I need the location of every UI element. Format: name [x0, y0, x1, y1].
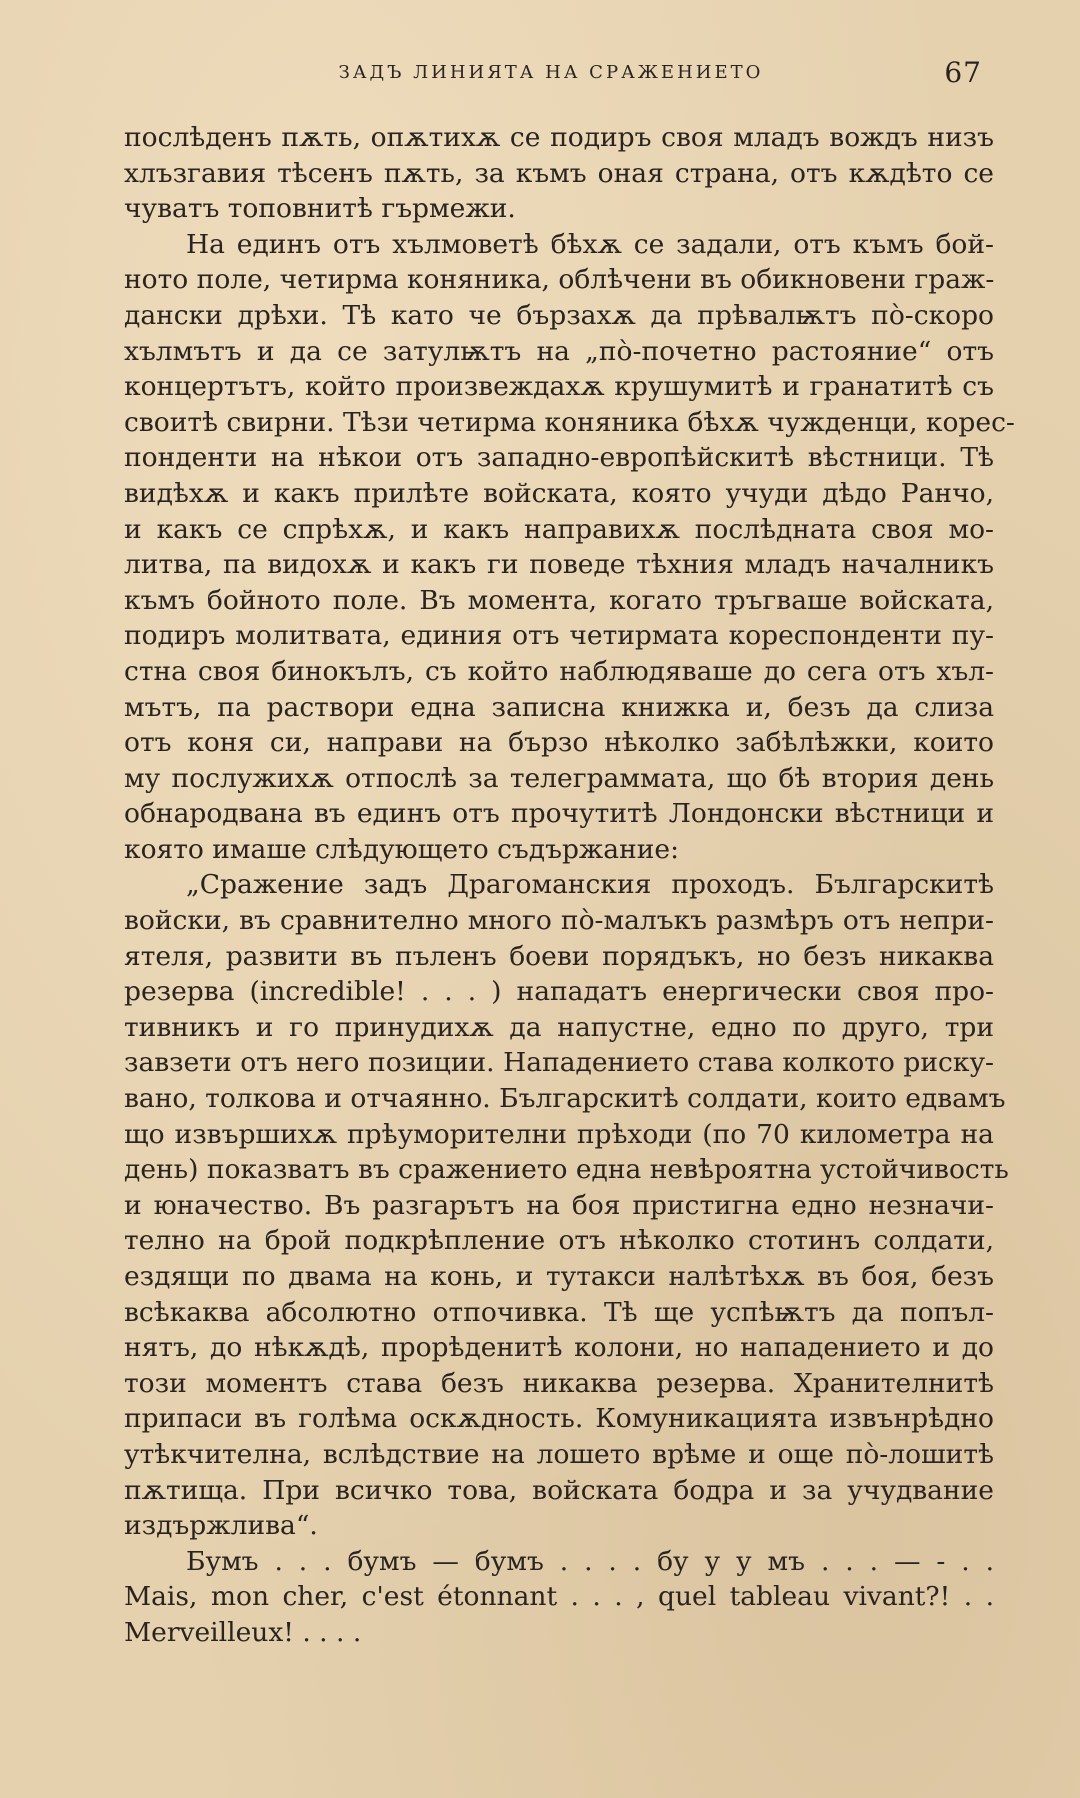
text-line: му послужихѫ отпослѣ за телеграммата, що бѣ втория день	[124, 762, 994, 794]
text-line: пѫтища. При всичко това, войската бодра и за учудвание	[124, 1474, 994, 1506]
text-line: припаси въ голѣма оскѫдность. Комуникацията извънрѣдно	[124, 1403, 994, 1435]
page-number: 67	[944, 56, 982, 89]
text-line: стна своя бинокълъ, съ който наблюдяваше до сега отъ хъл-	[124, 655, 994, 687]
text-line: литва, па видохѫ и какъ ги поведе тѣхния младъ началникъ	[124, 549, 994, 581]
running-title: ЗАДЪ ЛИНИЯТА НА СРАЖЕНИЕТО	[338, 62, 764, 83]
text-line: резерва (incredible! . . . ) нападатъ енергически своя про-	[124, 976, 994, 1008]
page-header	[120, 56, 982, 92]
text-line: ното поле, четирма коняника, облѣчени въ обикновени граж-	[124, 264, 995, 296]
text-line: ездящи по двама на конь, и тутакси налѣтѣхѫ въ боя, безъ	[124, 1261, 994, 1292]
text-line: день) показватъ въ сражението една невѣроятна устойчивость	[124, 1154, 1009, 1186]
text-line: войски, въ сравнително много пò-малъкъ размѣръ отъ непри-	[124, 905, 994, 937]
text-line: този моментъ става безъ никаква резерва. Хранителнитѣ	[124, 1367, 994, 1399]
text-line: подиръ молитвата, единия отъ четирмата кореспонденти пу-	[124, 620, 994, 652]
text-line: послѣденъ пѫть, опѫтихѫ се подиръ своя младъ вождъ низъ	[124, 122, 994, 153]
text-line: Mais, mon cher, c'est étonnant . . . , quel tableau vivant?! . .	[124, 1581, 994, 1613]
text-line: която имаше слѣдующето съдържание:	[124, 833, 680, 865]
text-line: Бумъ . . . бумъ — бумъ . . . . бу у у мъ . . . — - . .	[186, 1545, 994, 1577]
text-line: концертътъ, който произвеждахѫ крушумитѣ и гранатитѣ съ	[124, 371, 994, 403]
text-line: хълмътъ и да се затулѭтъ на „пò-почетно растояние“ отъ	[124, 335, 994, 367]
text-line: видѣхѫ и какъ прилѣте войската, която учуди дѣдо Ранчо,	[124, 477, 994, 509]
text-line: утѣкчителна, вслѣдствие на лошето врѣме и още пò-лошитѣ	[124, 1438, 994, 1470]
text-line: къмъ бойното поле. Въ момента, когато тръгваше войската,	[124, 584, 994, 616]
text-line: що извършихѫ прѣуморителни прѣходи (по 70 километра на	[124, 1118, 994, 1150]
text-line: хлъзгавия тѣсенъ пѫть, за къмъ оная страна, отъ кѫдѣто се	[124, 157, 994, 189]
text-line: издържлива“.	[124, 1510, 318, 1542]
text-line: дански дрѣхи. Тѣ като че бързахѫ да прѣвалѭтъ пò-скоро	[124, 299, 994, 331]
text-line: всѣкаква абсолютно отпочивка. Тѣ ще успѣѭтъ да попъл-	[124, 1296, 994, 1328]
text-line: Merveilleux! . . . .	[124, 1616, 362, 1648]
text-line: тивникъ и го принудихѫ да напустне, едно по друго, три	[124, 1011, 994, 1043]
text-line: нятъ, до нѣкѫдѣ, прорѣденитѣ колони, но нападението и до	[124, 1332, 994, 1364]
text-line: и юначество. Въ разгарътъ на боя пристигна едно незначи-	[124, 1189, 994, 1221]
body-text	[124, 120, 1015, 1651]
text-line: телно на брой подкрѣпление отъ нѣколко стотинъ солдати,	[124, 1225, 994, 1257]
text-line: вано, толкова и отчаянно. Българскитѣ солдати, които едвамъ	[124, 1083, 1006, 1115]
text-line: „Сражение задъ Драгоманския проходъ. Българскитѣ	[186, 869, 994, 901]
text-line: На единъ отъ хълмоветѣ бѣхѫ се задали, отъ къмъ бой-	[186, 228, 994, 260]
text-line: мътъ, па раствори една записна книжка и, безъ да слиза	[124, 691, 994, 723]
text-line: обнародвана въ единъ отъ прочутитѣ Лондонски вѣстници и	[124, 798, 994, 830]
text-line: ятеля, развити въ пъленъ боеви порядъкъ, но безъ никаква	[124, 940, 994, 972]
text-line: отъ коня си, направи на бързо нѣколко забѣлѣжки, които	[124, 727, 994, 759]
text-line: своитѣ свирни. Тѣзи четирма коняника бѣхѫ чужденци, корес-	[124, 406, 1015, 438]
text-line: и какъ се спрѣхѫ, и какъ направихѫ послѣдната своя мо-	[124, 513, 994, 545]
text-line: чуватъ топовнитѣ гърмежи.	[124, 193, 516, 225]
text-line: понденти на нѣкои отъ западно-европѣйскитѣ вѣстници. Тѣ	[124, 442, 994, 474]
text-line: завзети отъ него позиции. Нападението става колкото риску-	[124, 1047, 994, 1079]
